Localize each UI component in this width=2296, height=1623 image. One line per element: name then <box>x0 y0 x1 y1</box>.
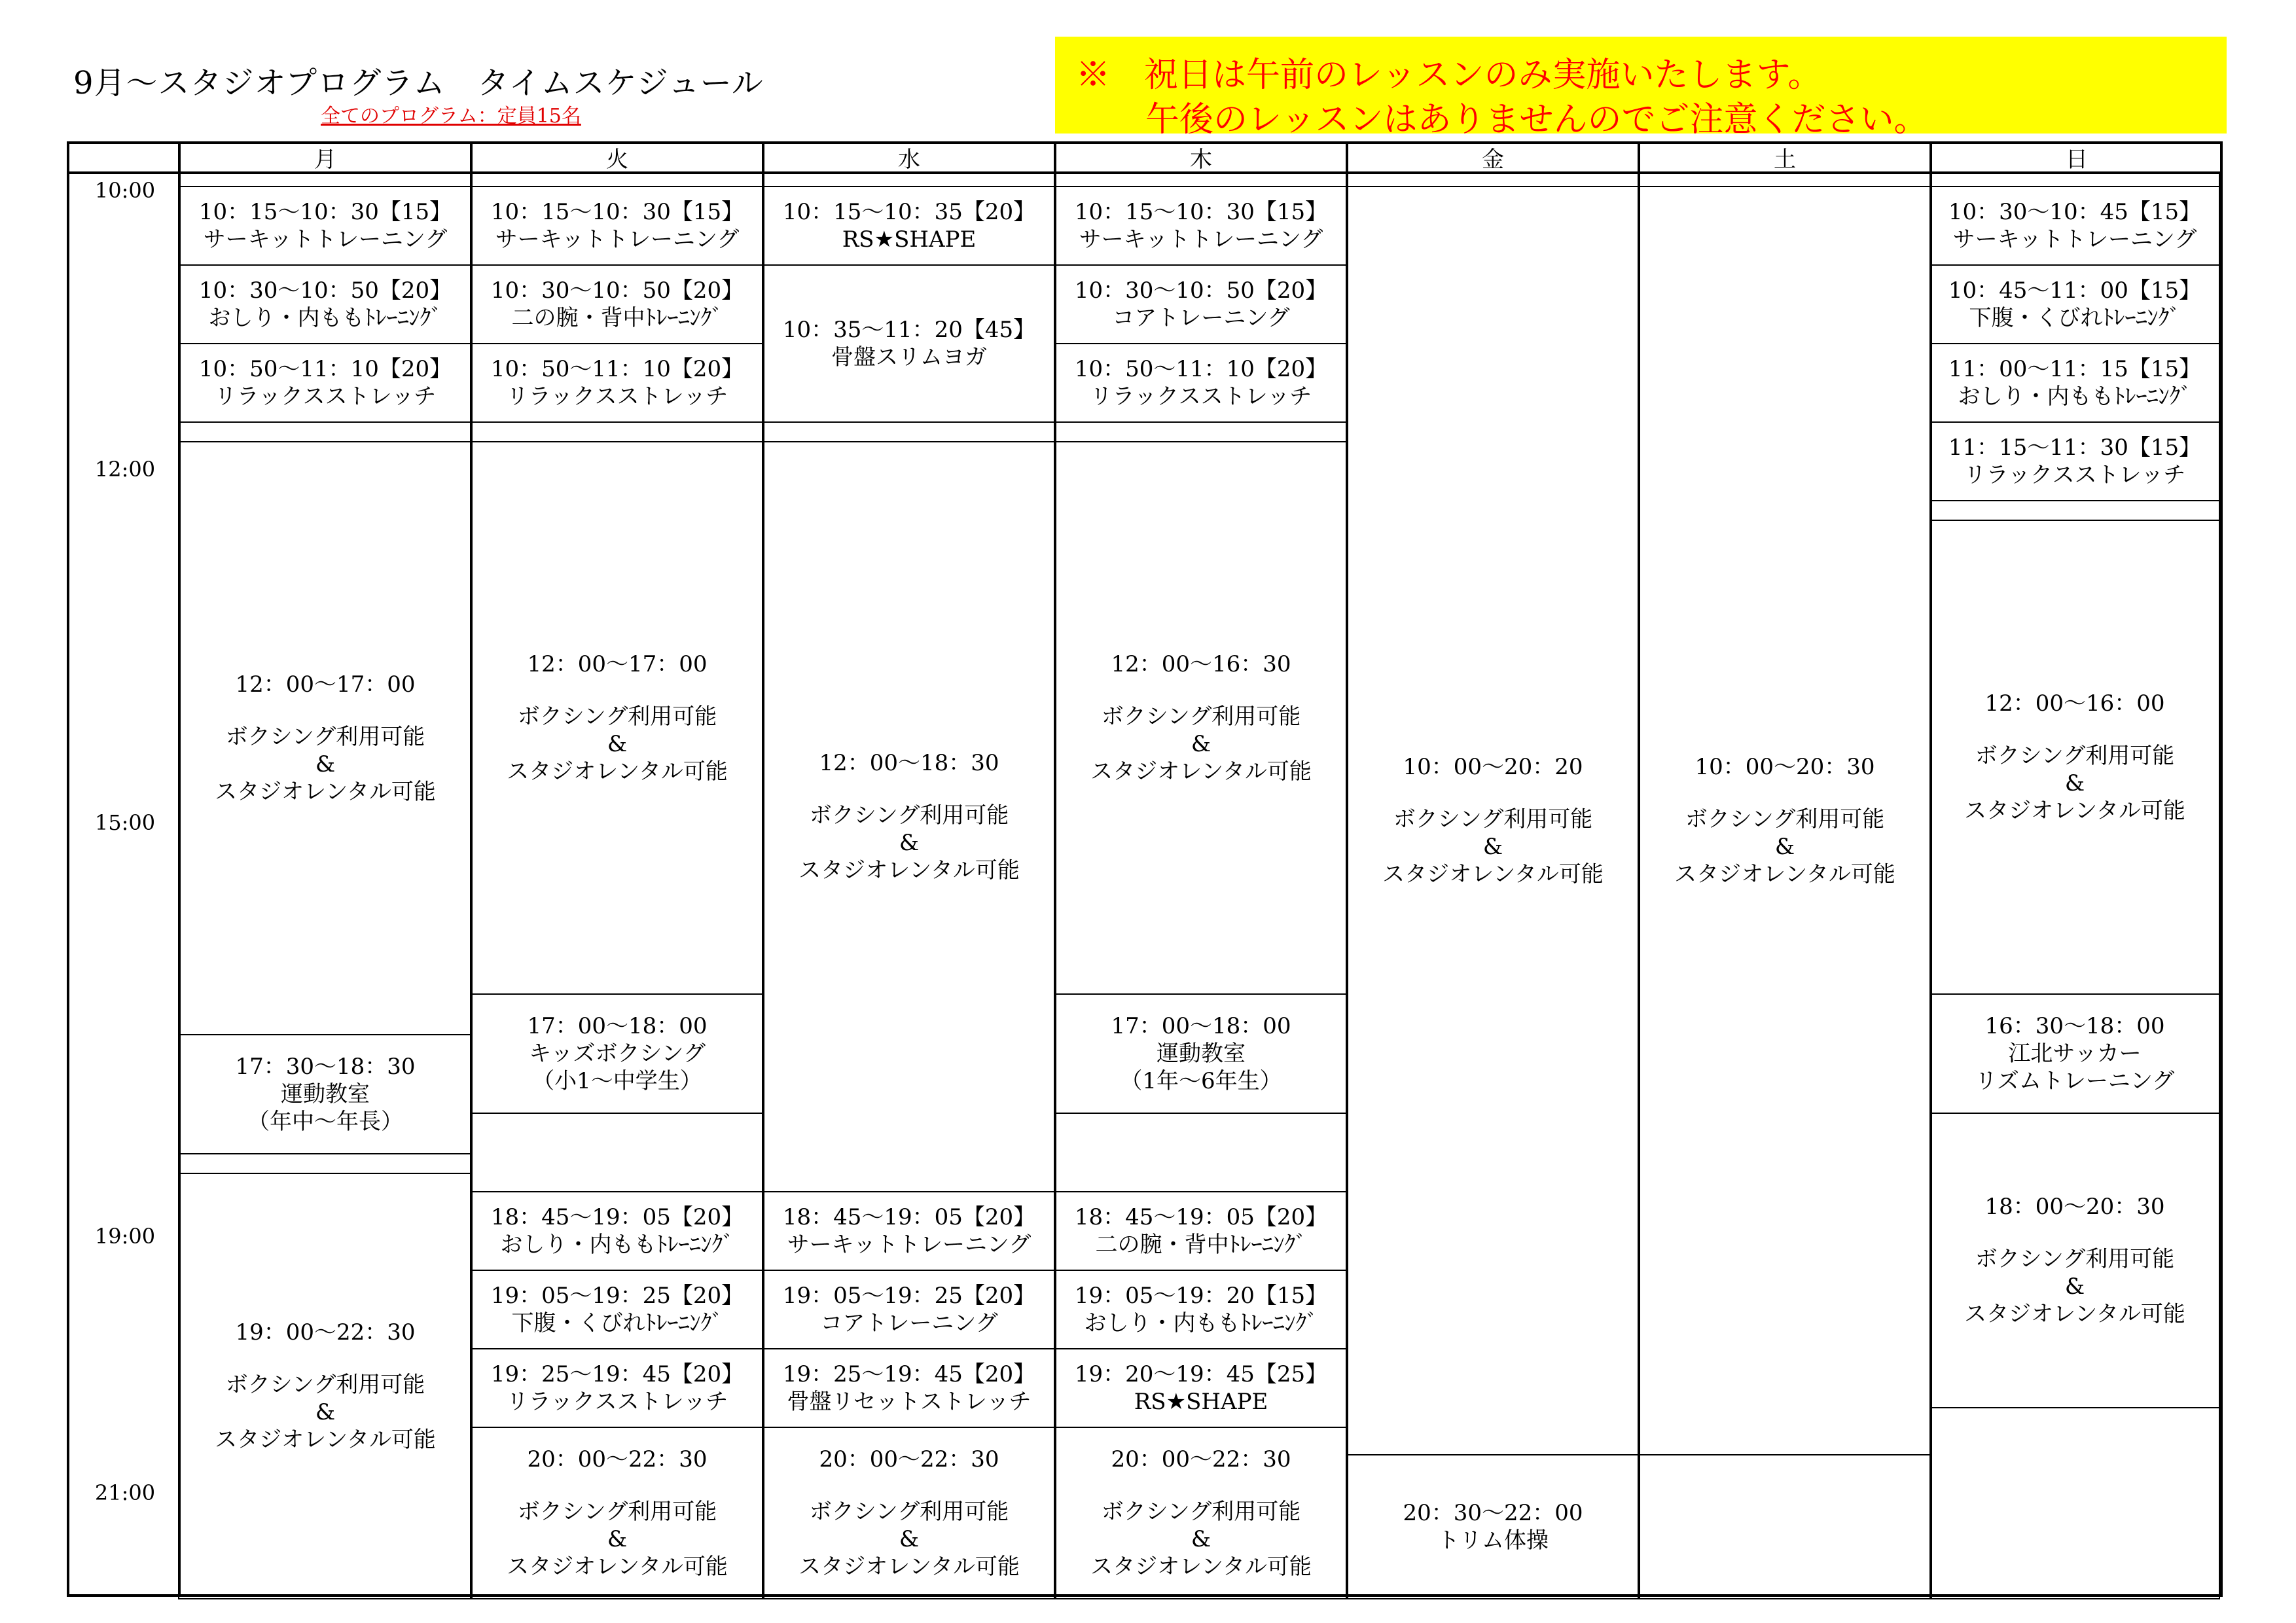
block-name: ボクシング利用可能 <box>809 1499 1009 1525</box>
class-block <box>1054 186 1348 266</box>
class-name: RS★SHAPE <box>1134 1389 1268 1415</box>
class-block <box>1054 1191 1348 1271</box>
schedule-table <box>67 141 2223 1597</box>
class-name: 下腹・くびれﾄﾚｰﾆﾝｸﾞ <box>1969 305 2181 331</box>
ampersand: & <box>899 830 920 856</box>
class-name: サーキットトレーニング <box>495 226 740 253</box>
class-name: サーキットトレーニング <box>787 1232 1031 1258</box>
notice-mark: ※ <box>1076 56 1111 95</box>
time-label-2100: 21:00 <box>94 1480 156 1505</box>
empty-slot <box>470 171 764 187</box>
block-time: 10：00～20：30 <box>1695 754 1875 780</box>
ampersand: & <box>1482 834 1503 860</box>
day-header-sat: 土 <box>1774 147 1796 173</box>
open-block <box>1346 186 1640 1455</box>
block-name: ボクシング利用可能 <box>1685 806 1885 832</box>
block-name: ボクシング利用可能 <box>809 802 1009 829</box>
class-name: リラックスストレッチ <box>506 383 728 410</box>
class-block <box>178 343 473 423</box>
block-time: 18：00～20：30 <box>1984 1194 2165 1220</box>
class-block <box>470 186 764 266</box>
block-name-2: スタジオレンタル可能 <box>1090 758 1312 785</box>
block-time: 20：00～22：30 <box>819 1446 999 1472</box>
class-time: 10：35～11：20【45】 <box>782 317 1036 343</box>
class-name: おしり・内ももﾄﾚｰﾆﾝｸﾞ <box>500 1232 734 1258</box>
open-block <box>762 441 1056 1192</box>
class-block <box>470 1348 764 1428</box>
class-name: リラックスストレッチ <box>1964 462 2186 488</box>
class-block <box>1929 421 2220 501</box>
ampersand: & <box>2064 770 2085 796</box>
block-time: 10：00～20：20 <box>1403 754 1583 780</box>
class-time: 20：30～22：00 <box>1403 1500 1583 1526</box>
block-time: 12：00～17：00 <box>235 671 416 698</box>
empty-slot <box>1929 171 2220 187</box>
empty-slot <box>1929 1407 2220 1599</box>
time-label-1500: 15:00 <box>94 810 156 835</box>
empty-slot <box>1054 1113 1348 1192</box>
day-header-tue: 火 <box>606 147 628 173</box>
block-name-2: スタジオレンタル可能 <box>215 1427 436 1453</box>
block-name: ボクシング利用可能 <box>1975 1246 2175 1272</box>
empty-slot <box>762 171 1056 187</box>
block-name-2: スタジオレンタル可能 <box>798 857 1020 883</box>
class-name: サーキットトレーニング <box>1952 226 2197 253</box>
empty-slot <box>470 421 764 442</box>
class-block <box>470 343 764 423</box>
empty-slot <box>1929 500 2220 521</box>
class-name: サーキットトレーニング <box>1079 226 1323 253</box>
class-time: 19：05～19：20【15】 <box>1074 1283 1328 1309</box>
day-header-fri: 金 <box>1482 147 1504 173</box>
block-name-2: スタジオレンタル可能 <box>1964 798 2185 824</box>
class-name: コアトレーニング <box>820 1310 998 1336</box>
class-name: おしり・内ももﾄﾚｰﾆﾝｸﾞ <box>208 305 442 331</box>
block-name: ボクシング利用可能 <box>517 1499 717 1525</box>
open-block <box>470 1427 764 1599</box>
ampersand: & <box>899 1526 920 1552</box>
block-name: ボクシング利用可能 <box>1101 704 1301 730</box>
ampersand: & <box>315 751 336 777</box>
empty-slot <box>1638 1454 1932 1599</box>
class-name: トリム体操 <box>1437 1527 1549 1554</box>
class-block <box>1054 993 1348 1114</box>
class-time: 17：00～18：00 <box>527 1013 708 1039</box>
class-block <box>470 264 764 344</box>
class-sub: （1年～6年生） <box>1120 1068 1282 1094</box>
class-block <box>1346 1454 1640 1599</box>
class-block <box>470 1270 764 1349</box>
class-name: キッズボクシング <box>529 1041 706 1067</box>
class-time: 16：30～18：00 <box>1984 1013 2165 1039</box>
ampersand: & <box>1191 1526 1211 1552</box>
block-name-2: スタジオレンタル可能 <box>507 1554 728 1580</box>
class-block <box>1054 264 1348 344</box>
class-block <box>1054 1270 1348 1349</box>
empty-slot <box>178 421 473 442</box>
block-time: 20：00～22：30 <box>1111 1446 1291 1472</box>
block-name: ボクシング利用可能 <box>1393 806 1593 832</box>
empty-slot <box>1054 171 1348 187</box>
block-name-2: スタジオレンタル可能 <box>215 779 436 805</box>
open-block <box>470 441 764 995</box>
block-name: ボクシング利用可能 <box>517 704 717 730</box>
class-name: コアトレーニング <box>1112 305 1290 331</box>
block-time: 12：00～18：30 <box>819 750 999 776</box>
block-time: 12：00～16：30 <box>1111 651 1291 677</box>
capacity-note: 全てのプログラム：定員15名 <box>321 105 581 128</box>
time-label-1000: 10:00 <box>94 178 156 203</box>
class-block <box>1929 186 2220 266</box>
class-name: 二の腕・背中ﾄﾚｰﾆﾝｸﾞ <box>1095 1232 1307 1258</box>
class-name: おしり・内ももﾄﾚｰﾆﾝｸﾞ <box>1084 1310 1318 1336</box>
open-block <box>1929 520 2220 995</box>
class-block <box>762 264 1056 423</box>
class-sub: （小1～中学生） <box>532 1068 702 1094</box>
class-time: 19：25～19：45【20】 <box>782 1361 1036 1387</box>
class-time: 10：50～11：10【20】 <box>1074 356 1328 382</box>
day-header-thu: 木 <box>1190 147 1212 173</box>
class-name: サーキットトレーニング <box>203 226 448 253</box>
block-name-2: スタジオレンタル可能 <box>798 1554 1020 1580</box>
class-time: 19：25～19：45【20】 <box>490 1361 744 1387</box>
class-name: 運動教室 <box>1157 1041 1246 1067</box>
class-block <box>1929 264 2220 344</box>
open-block <box>1638 186 1932 1455</box>
class-block <box>762 1348 1056 1428</box>
class-sub: （年中～年長） <box>247 1109 403 1135</box>
block-name-2: スタジオレンタル可能 <box>1382 861 1604 887</box>
class-name: おしり・内ももﾄﾚｰﾆﾝｸﾞ <box>1958 383 2192 410</box>
ampersand: & <box>315 1399 336 1425</box>
ampersand: & <box>1774 834 1795 860</box>
class-time: 10：15～10：30【15】 <box>198 199 452 225</box>
empty-slot <box>1346 171 1640 187</box>
open-block <box>178 1173 473 1599</box>
class-time: 10：30～10：50【20】 <box>198 277 452 304</box>
class-block <box>178 1034 473 1154</box>
class-block <box>1929 993 2220 1114</box>
block-time: 12：00～17：00 <box>527 651 708 677</box>
class-name: 骨盤スリムヨガ <box>831 344 987 370</box>
day-header-mon: 月 <box>314 147 336 173</box>
ampersand: & <box>2064 1274 2085 1300</box>
holiday-notice <box>1055 37 2227 139</box>
empty-slot <box>1638 171 1932 187</box>
class-block <box>762 1270 1056 1349</box>
class-name: 二の腕・背中ﾄﾚｰﾆﾝｸﾞ <box>511 305 723 331</box>
class-name: RS★SHAPE <box>842 226 977 253</box>
class-block <box>178 186 473 266</box>
class-block <box>178 264 473 344</box>
class-time: 10：50～11：10【20】 <box>198 356 452 382</box>
class-name: リラックスストレッチ <box>214 383 437 410</box>
ampersand: & <box>1191 731 1211 757</box>
block-name: ボクシング利用可能 <box>1101 1499 1301 1525</box>
class-block <box>470 1191 764 1271</box>
class-time: 11：00～11：15【15】 <box>1948 356 2202 382</box>
class-name: リラックスストレッチ <box>506 1389 728 1415</box>
notice-line-2: 午後のレッスンはありませんのでご注意ください。 <box>1145 100 1928 139</box>
class-name: 下腹・くびれﾄﾚｰﾆﾝｸﾞ <box>511 1310 723 1336</box>
class-time: 10：15～10：30【15】 <box>490 199 744 225</box>
block-name-2: スタジオレンタル可能 <box>507 758 728 785</box>
class-name: 江北サッカー <box>2008 1041 2142 1067</box>
empty-slot <box>1054 421 1348 442</box>
class-name: 骨盤リセットストレッチ <box>787 1389 1031 1415</box>
block-time: 19：00～22：30 <box>235 1319 416 1346</box>
class-time: 10：50～11：10【20】 <box>490 356 744 382</box>
day-header-sun: 日 <box>2066 147 2088 173</box>
class-name: リラックスストレッチ <box>1090 383 1312 410</box>
class-time: 10：30～10：45【15】 <box>1948 199 2202 225</box>
open-block <box>1929 1113 2220 1408</box>
open-block <box>178 441 473 1035</box>
block-name-2: スタジオレンタル可能 <box>1090 1554 1312 1580</box>
class-time: 10：15～10：35【20】 <box>782 199 1036 225</box>
class-block <box>1054 1348 1348 1428</box>
empty-slot <box>178 1153 473 1174</box>
class-block <box>762 186 1056 266</box>
class-time: 11：15～11：30【15】 <box>1948 435 2202 461</box>
open-block <box>762 1427 1056 1599</box>
class-block <box>762 1191 1056 1271</box>
block-name-2: スタジオレンタル可能 <box>1674 861 1895 887</box>
time-label-1200: 12:00 <box>94 457 156 482</box>
block-time: 20：00～22：30 <box>527 1446 708 1472</box>
class-time: 17：30～18：30 <box>235 1054 416 1080</box>
class-time: 19：20～19：45【25】 <box>1074 1361 1328 1387</box>
class-block <box>470 993 764 1114</box>
empty-slot <box>470 1113 764 1192</box>
time-label-1900: 19:00 <box>94 1224 156 1249</box>
notice-text-1: 祝日は午前のレッスンのみ実施いたします。 <box>1144 56 1822 95</box>
class-block <box>1929 343 2220 423</box>
class-time: 10：45～11：00【15】 <box>1948 277 2202 304</box>
block-time: 12：00～16：00 <box>1984 690 2165 717</box>
empty-slot <box>178 171 473 187</box>
block-name: ボクシング利用可能 <box>1975 743 2175 769</box>
class-time: 10：30～10：50【20】 <box>1074 277 1328 304</box>
class-time: 10：30～10：50【20】 <box>490 277 744 304</box>
class-name: 運動教室 <box>281 1081 370 1107</box>
block-name: ボクシング利用可能 <box>225 724 425 750</box>
class-time: 17：00～18：00 <box>1111 1013 1291 1039</box>
class-time: 19：05～19：25【20】 <box>782 1283 1036 1309</box>
open-block <box>1054 1427 1348 1599</box>
empty-slot <box>762 421 1056 442</box>
ampersand: & <box>607 1526 628 1552</box>
class-time: 18：45～19：05【20】 <box>490 1204 744 1230</box>
class-block <box>1054 343 1348 423</box>
ampersand: & <box>607 731 628 757</box>
class-time: 18：45～19：05【20】 <box>1074 1204 1328 1230</box>
page-title: 9月～スタジオプログラム タイムスケジュール <box>73 65 764 101</box>
day-header-wed: 水 <box>898 147 920 173</box>
block-name: ボクシング利用可能 <box>225 1372 425 1398</box>
class-time: 10：15～10：30【15】 <box>1074 199 1328 225</box>
class-time: 19：05～19：25【20】 <box>490 1283 744 1309</box>
notice-line-1 <box>1076 47 1821 96</box>
block-name-2: スタジオレンタル可能 <box>1964 1301 2185 1327</box>
open-block <box>1054 441 1348 995</box>
class-time: 18：45～19：05【20】 <box>782 1204 1036 1230</box>
class-name-2: リズムトレーニング <box>1975 1068 2175 1094</box>
